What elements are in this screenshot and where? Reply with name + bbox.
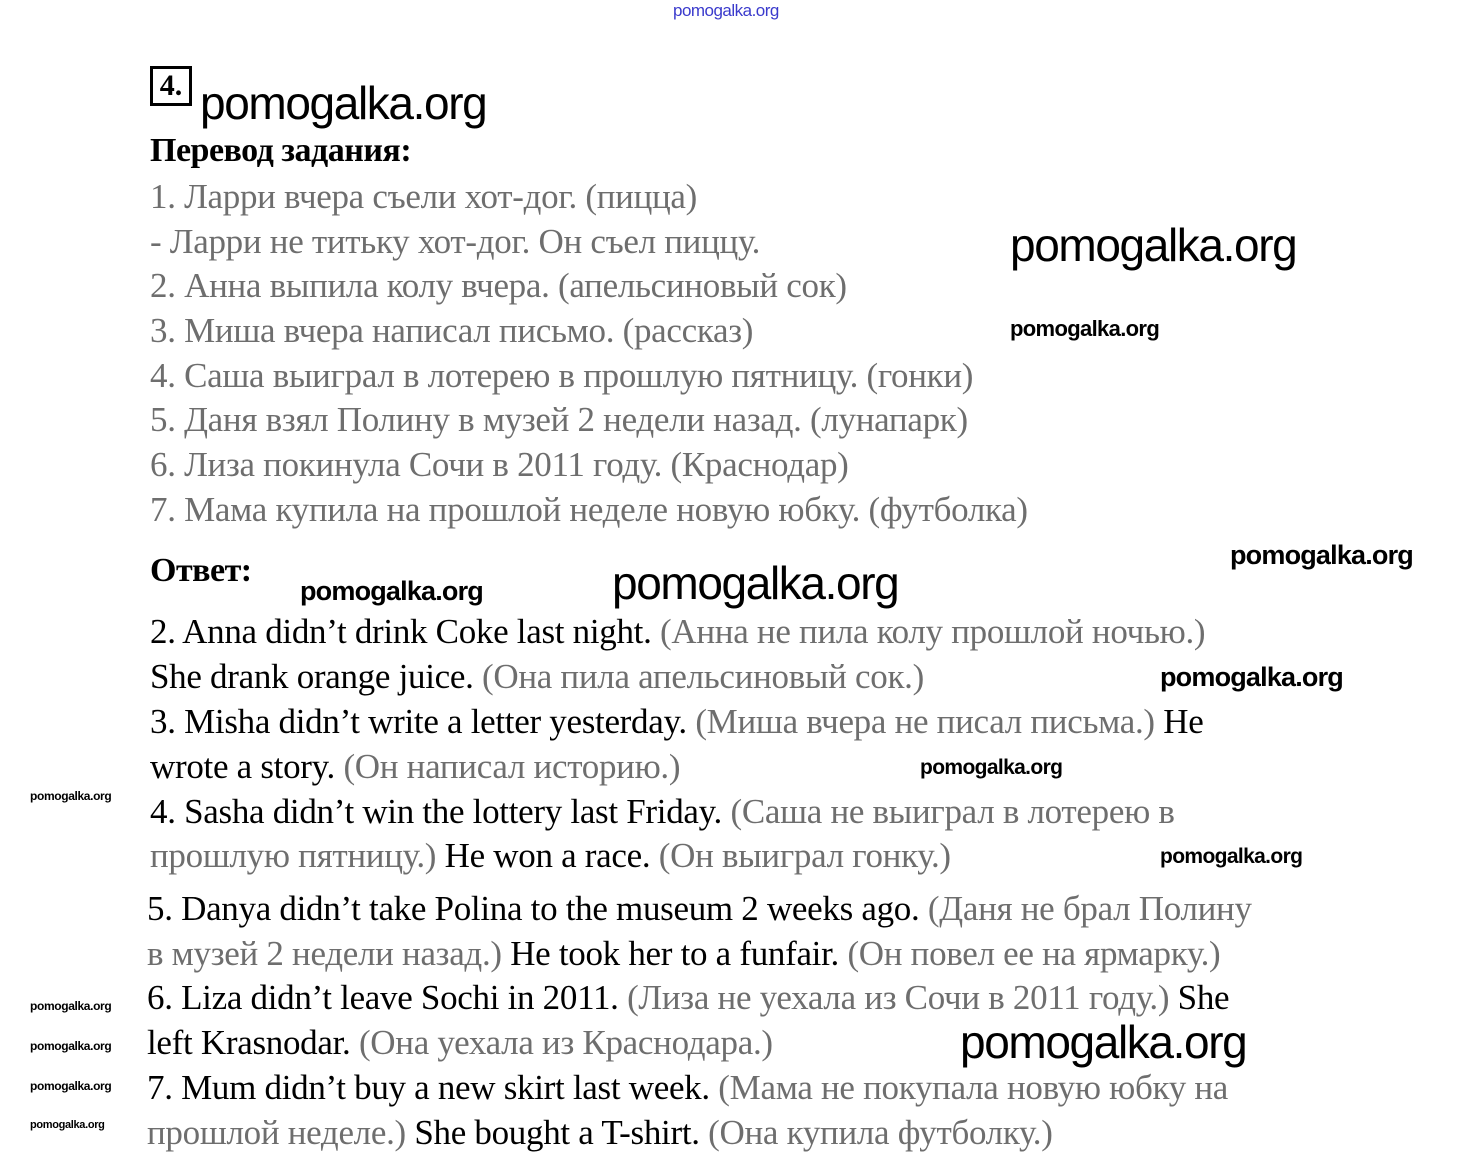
- answer-line: [147, 1111, 1053, 1155]
- english-answer: She drank orange juice.: [150, 657, 482, 696]
- watermark: pomogalka.org: [30, 999, 112, 1013]
- english-answer: She bought a T-shirt.: [405, 1113, 709, 1152]
- task-line: 2. Анна выпила колу вчера. (апельсиновый сок): [150, 266, 847, 305]
- task-line: 6. Лиза покинула Сочи в 2011 году. (Краснодар): [150, 445, 849, 484]
- english-answer: 7. Mum didn’t buy a new skirt last week.: [147, 1068, 719, 1107]
- watermark: pomogalka.org: [960, 1016, 1247, 1068]
- english-answer: He: [1154, 702, 1204, 741]
- english-answer: 2. Anna didn’t drink Coke last night.: [150, 612, 661, 651]
- task-number-box: 4.: [150, 66, 192, 106]
- answer-line: [150, 745, 680, 789]
- task-line: - Ларри не титьку хот-дог. Он съел пиццу.: [150, 222, 761, 261]
- russian-translation: (Он выиграл гонку.): [658, 836, 951, 875]
- watermark: pomogalka.org: [30, 789, 112, 803]
- answer-line: [150, 700, 1203, 744]
- answer-line: [150, 790, 1175, 834]
- task-line: 7. Мама купила на прошлой неделе новую юбку. (футболка): [150, 490, 1028, 529]
- watermark: pomogalka.org: [1160, 845, 1303, 868]
- english-answer: 3. Misha didn’t write a letter yesterday.: [150, 702, 696, 741]
- russian-translation: (Миша вчера не писал письма.): [695, 702, 1155, 741]
- answer-line: [150, 610, 1205, 654]
- task-line: 1. Ларри вчера съели хот-дог. (пицца): [150, 177, 698, 216]
- english-answer: 5. Danya didn’t take Polina to the museum 2 weeks ago.: [147, 889, 928, 928]
- russian-translation: (Саша не выиграл в лотерею в: [730, 792, 1175, 831]
- answer-line: [150, 834, 951, 878]
- task-line: 4. Саша выиграл в лотерею в прошлую пятницу. (гонки): [150, 356, 974, 395]
- watermark: pomogalka.org: [30, 1119, 105, 1131]
- russian-translation: (Она пила апельсиновый сок.): [481, 657, 924, 696]
- answer-line: [147, 1066, 1228, 1110]
- answer-line: [147, 932, 1220, 976]
- russian-translation: (Мама не покупала новую юбку на: [718, 1068, 1229, 1107]
- russian-translation: (Даня не брал Полину: [927, 889, 1252, 928]
- answer-heading: Ответ:: [150, 552, 252, 589]
- russian-translation: (Он написал историю.): [343, 747, 681, 786]
- english-answer: wrote a story.: [150, 747, 344, 786]
- watermark: pomogalka.org: [612, 557, 899, 609]
- task-line: 5. Даня взял Полину в музей 2 недели назад. (лунапарк): [150, 400, 968, 439]
- answer-line: [147, 1021, 773, 1065]
- watermark: pomogalka.org: [30, 1039, 112, 1053]
- watermark: pomogalka.org: [1230, 540, 1413, 570]
- watermark: pomogalka.org: [673, 1, 779, 20]
- russian-translation: прошлую пятницу.): [150, 836, 437, 875]
- russian-translation: (Она купила футболку.): [708, 1113, 1053, 1152]
- task-heading: Перевод задания:: [150, 132, 412, 169]
- answer-line: [147, 887, 1252, 931]
- russian-translation: (Анна не пила колу прошлой ночью.): [660, 612, 1206, 651]
- watermark: pomogalka.org: [1010, 219, 1297, 271]
- english-answer: He took her to a funfair.: [501, 934, 848, 973]
- english-answer: 6. Liza didn’t leave Sochi in 2011.: [147, 978, 628, 1017]
- watermark: pomogalka.org: [920, 756, 1063, 779]
- russian-translation: (Лиза не уехала из Сочи в 2011 году.): [627, 978, 1170, 1017]
- english-answer: left Krasnodar.: [147, 1023, 359, 1062]
- english-answer: He won a race.: [436, 836, 659, 875]
- watermark: pomogalka.org: [300, 576, 483, 606]
- watermark: pomogalka.org: [1010, 316, 1160, 341]
- english-answer: 4. Sasha didn’t win the lottery last Friday.: [150, 792, 731, 831]
- answer-line: [150, 655, 924, 699]
- watermark: pomogalka.org: [30, 1079, 112, 1093]
- english-answer: She: [1169, 978, 1230, 1017]
- russian-translation: (Она уехала из Краснодара.): [358, 1023, 773, 1062]
- russian-translation: (Он повел ее на ярмарку.): [847, 934, 1221, 973]
- russian-translation: в музей 2 недели назад.): [147, 934, 502, 973]
- watermark: pomogalka.org: [200, 77, 487, 129]
- task-line: 3. Миша вчера написал письмо. (рассказ): [150, 311, 754, 350]
- russian-translation: прошлой неделе.): [147, 1113, 406, 1152]
- answer-line: [147, 976, 1229, 1020]
- watermark: pomogalka.org: [1160, 662, 1343, 692]
